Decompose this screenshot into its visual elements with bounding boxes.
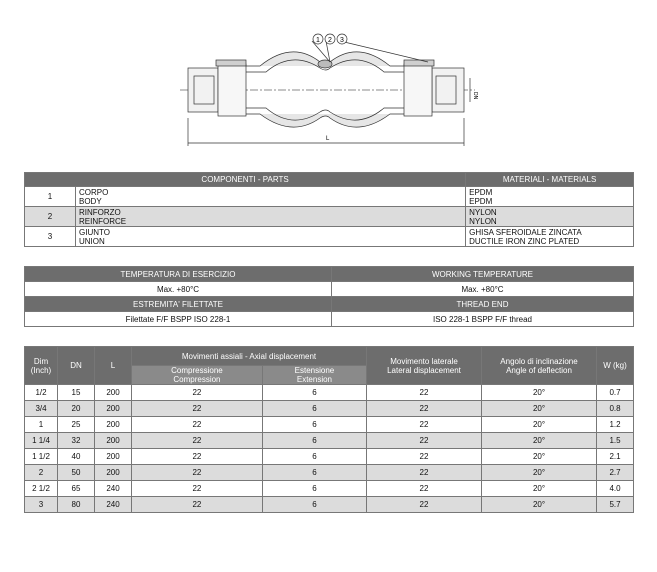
cell-w: 1.2 (597, 417, 634, 433)
end-header-en: THREAD END (332, 297, 634, 312)
cell-comp: 22 (132, 417, 263, 433)
callout-1-label: 1 (316, 37, 320, 44)
part-number: 2 (25, 207, 76, 227)
cell-w: 2.7 (597, 465, 634, 481)
cell-w: 1.5 (597, 433, 634, 449)
cell-ang: 20° (482, 385, 597, 401)
temp-header-it: TEMPERATURA DI ESERCIZIO (25, 267, 332, 282)
cell-l: 240 (95, 481, 132, 497)
dim-l-label: L (326, 136, 330, 142)
part-material (466, 207, 634, 227)
cell-w: 2.1 (597, 449, 634, 465)
cell-comp: 22 (132, 401, 263, 417)
cell-ext: 6 (262, 433, 366, 449)
table-row (25, 433, 634, 449)
end-value-en: ISO 228-1 BSPP F/F thread (332, 312, 634, 327)
table-row (25, 385, 634, 401)
cell-lat: 22 (367, 449, 482, 465)
cell-dim: 1 1/4 (25, 433, 58, 449)
cell-l: 200 (95, 385, 132, 401)
cell-comp: 22 (132, 433, 263, 449)
cell-l: 200 (95, 433, 132, 449)
end-header-it: ESTREMITA' FILETTATE (25, 297, 332, 312)
cell-ang: 20° (482, 449, 597, 465)
part-name-it: CORPO (79, 187, 109, 197)
cell-dn: 25 (58, 417, 95, 433)
conditions-table (24, 266, 634, 327)
cell-lat: 22 (367, 433, 482, 449)
cell-l: 200 (95, 401, 132, 417)
part-name-it: GIUNTO (79, 227, 110, 237)
callout-2-label: 2 (328, 37, 332, 44)
col-weight: W (kg) (597, 347, 634, 385)
cell-lat: 22 (367, 497, 482, 513)
part-name (76, 207, 466, 227)
cell-ext: 6 (262, 401, 366, 417)
cell-comp: 22 (132, 497, 263, 513)
table-row (25, 187, 634, 207)
temp-header-en: WORKING TEMPERATURE (332, 267, 634, 282)
cell-l: 200 (95, 449, 132, 465)
cell-w: 4.0 (597, 481, 634, 497)
cell-w: 5.7 (597, 497, 634, 513)
cell-comp: 22 (132, 465, 263, 481)
table-row (25, 417, 634, 433)
parts-header-components: COMPONENTI - PARTS (25, 173, 466, 187)
cell-l: 200 (95, 417, 132, 433)
callout-2 (325, 34, 335, 44)
cell-ang: 20° (482, 433, 597, 449)
col-extension: Estensione Extension (262, 366, 366, 385)
part-name-en: UNION (79, 236, 105, 246)
cell-dim: 2 1/2 (25, 481, 58, 497)
col-lateral: Movimento laterale Lateral displacement (367, 347, 482, 385)
col-compression: Compressione Compression (132, 366, 263, 385)
callout-3-label: 3 (340, 37, 344, 44)
table-row (25, 207, 634, 227)
callout-1 (313, 34, 323, 44)
table-row (25, 401, 634, 417)
end-value-it: Filettate F/F BSPP ISO 228-1 (25, 312, 332, 327)
cell-l: 240 (95, 497, 132, 513)
cell-comp: 22 (132, 385, 263, 401)
cell-ext: 6 (262, 497, 366, 513)
cell-dim: 2 (25, 465, 58, 481)
table-row (25, 465, 634, 481)
joint-drawing (180, 28, 480, 148)
cell-dn: 15 (58, 385, 95, 401)
cell-comp: 22 (132, 449, 263, 465)
cell-ext: 6 (262, 465, 366, 481)
dim-dn-label: DN (472, 92, 478, 100)
part-material-it: EPDM (469, 187, 493, 197)
cell-lat: 22 (367, 401, 482, 417)
part-material-en: NYLON (469, 216, 497, 226)
part-name (76, 187, 466, 207)
cell-w: 0.7 (597, 385, 634, 401)
table-row (25, 227, 634, 247)
cell-dim: 3/4 (25, 401, 58, 417)
cell-comp: 22 (132, 481, 263, 497)
cell-ang: 20° (482, 417, 597, 433)
cell-lat: 22 (367, 417, 482, 433)
cell-dn: 20 (58, 401, 95, 417)
col-dim: Dim (Inch) (25, 347, 58, 385)
col-l: L (95, 347, 132, 385)
cell-w: 0.8 (597, 401, 634, 417)
parts-header-materials: MATERIALI - MATERIALS (466, 173, 634, 187)
cell-ang: 20° (482, 401, 597, 417)
cell-lat: 22 (367, 481, 482, 497)
cell-ext: 6 (262, 449, 366, 465)
cell-ang: 20° (482, 481, 597, 497)
part-material-en: EPDM (469, 196, 493, 206)
parts-table (24, 172, 634, 247)
cell-ext: 6 (262, 385, 366, 401)
table-row (25, 497, 634, 513)
part-material-en: DUCTILE IRON ZINC PLATED (469, 236, 580, 246)
cell-dim: 1/2 (25, 385, 58, 401)
cell-dim: 1 1/2 (25, 449, 58, 465)
cell-dn: 65 (58, 481, 95, 497)
part-name-it: RINFORZO (79, 207, 121, 217)
table-row (25, 449, 634, 465)
part-material (466, 227, 634, 247)
cell-dim: 1 (25, 417, 58, 433)
table-row (25, 481, 634, 497)
part-name-en: BODY (79, 196, 102, 206)
cell-ext: 6 (262, 481, 366, 497)
rubber-joint-diagram (180, 28, 480, 148)
col-dn: DN (58, 347, 95, 385)
col-axial: Movimenti assiali - Axial displacement (132, 347, 367, 366)
cell-dn: 40 (58, 449, 95, 465)
cell-ang: 20° (482, 497, 597, 513)
col-angle: Angolo di inclinazione Angle of deflection (482, 347, 597, 385)
cell-dim: 3 (25, 497, 58, 513)
cell-dn: 80 (58, 497, 95, 513)
part-material (466, 187, 634, 207)
cell-l: 200 (95, 465, 132, 481)
cell-dn: 32 (58, 433, 95, 449)
temp-value-en: Max. +80°C (332, 282, 634, 297)
part-material-it: NYLON (469, 207, 497, 217)
cell-lat: 22 (367, 465, 482, 481)
cell-ext: 6 (262, 417, 366, 433)
part-name (76, 227, 466, 247)
part-number: 1 (25, 187, 76, 207)
cell-ang: 20° (482, 465, 597, 481)
callout-3 (337, 34, 347, 44)
part-number: 3 (25, 227, 76, 247)
part-material-it: GHISA SFEROIDALE ZINCATA (469, 227, 582, 237)
cell-dn: 50 (58, 465, 95, 481)
part-name-en: REINFORCE (79, 216, 127, 226)
dimensions-table (24, 346, 634, 513)
temp-value-it: Max. +80°C (25, 282, 332, 297)
cell-lat: 22 (367, 385, 482, 401)
